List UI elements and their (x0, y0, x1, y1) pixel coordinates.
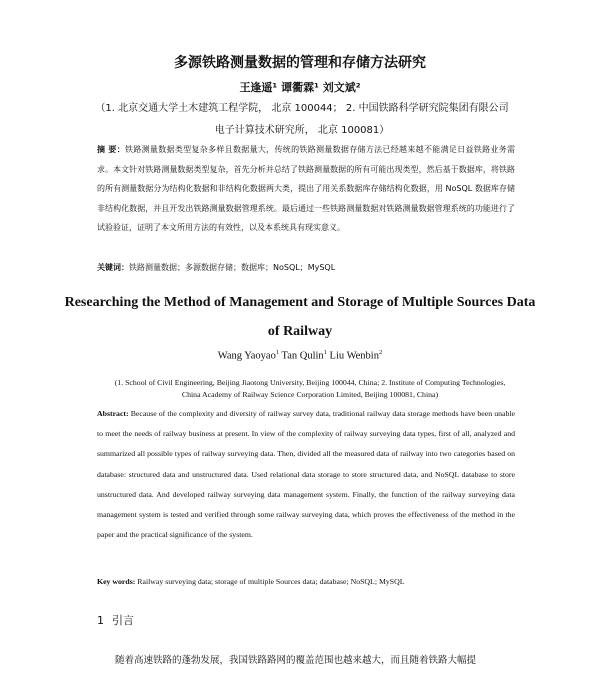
chinese-title: 多源铁路测量数据的管理和存储方法研究 (174, 55, 426, 71)
chinese-abstract-label: 摘 要： (97, 145, 126, 154)
author-affiliation-mark: 1 (275, 349, 280, 356)
section-title: 引言 (112, 614, 134, 627)
english-abstract-label: Abstract: (97, 409, 129, 418)
english-keywords (97, 577, 515, 586)
chinese-abstract-text: 铁路测量数据类型复杂多样且数据量大，传统的铁路测量数据存储方法已经越来越不能满足日益铁路业务需求。本文针对铁路测量数据类型复杂，首先分析并总结了铁路测量数据的所有可能出现类型，然后基于数据库，将铁路的所有测量数据分为结构化数据和非结构化数据两大类，提出了用关系数据库存储结构化数据，用 NoSQL 数据库存储非结构化数据，并且开发出铁路测量数据管理系统。最后通过一些铁路测量数据对铁路测量数据管理系统的功能进行了试验验证，证明了本文所用方法的有效性，以及本系统具有现实意义。 (97, 145, 515, 232)
author-name: Liu Wenbin (329, 350, 379, 362)
english-affiliation: (1. School of Civil Engineering, Beijing Jiaotong University, Beijing 100044, China; 2. Institute of Computing Technologies, China Academy of Railway Science Corporation Limited, Beijing 100081, China) (114, 378, 506, 399)
chinese-keywords-text: 铁路测量数据；多源数据存储；数据库；NoSQL；MySQL (129, 263, 336, 272)
body-paragraph-first-line: 随着高速铁路的蓬勃发展，我国铁路路网的覆盖范围也越来越大，而且随着铁路大幅提 (115, 655, 477, 666)
english-authors (0, 349, 600, 362)
chinese-keywords-label: 关键词： (97, 263, 129, 272)
chinese-affiliation: （1. 北京交通大学土木建筑工程学院， 北京 100044； 2. 中国铁路科学研究院集团有限公司电子计算技术研究所， 北京 100081） (95, 103, 509, 136)
section-heading (97, 612, 134, 628)
chinese-authors: 王逢遥¹ 谭衢霖¹ 刘文斌² (239, 81, 361, 94)
english-keywords-label: Key words: (97, 577, 136, 586)
author-name: Tan Qulin (281, 350, 324, 362)
author-affiliation-mark: 2 (378, 349, 383, 356)
author-name: Wang Yaoyao (217, 350, 276, 362)
section-number: 1 (97, 614, 104, 627)
english-title: Researching the Method of Management and Storage of Multiple Sources Data of Railway (64, 295, 536, 339)
chinese-keywords (97, 262, 515, 273)
author-affiliation-mark: 1 (323, 349, 327, 356)
english-abstract (97, 404, 515, 545)
english-keywords-text: Railway surveying data; storage of multiple Sources data; database; NoSQL; MySQL (137, 577, 405, 586)
chinese-abstract (97, 140, 515, 238)
english-abstract-text: Because of the complexity and diversity of railway survey data, traditional railway data storage methods have been unable to meet the needs of railway business at present. In view of the complexity of railway surveying data types, first of all, analyzed and summarized all possible types of railway surveying data. Then, divided all the measured data of railway into two categories based on database: structured data and unstructured data. Used relational data storage to store structured data, and NoSQL database to store unstructured data. And developed railway surveying data management system. Finally, the function of the railway surveying data management system is tested and verified through some railway surveying data, which proves the effectiveness of the method in the paper and the practical significance of the system. (97, 409, 515, 540)
